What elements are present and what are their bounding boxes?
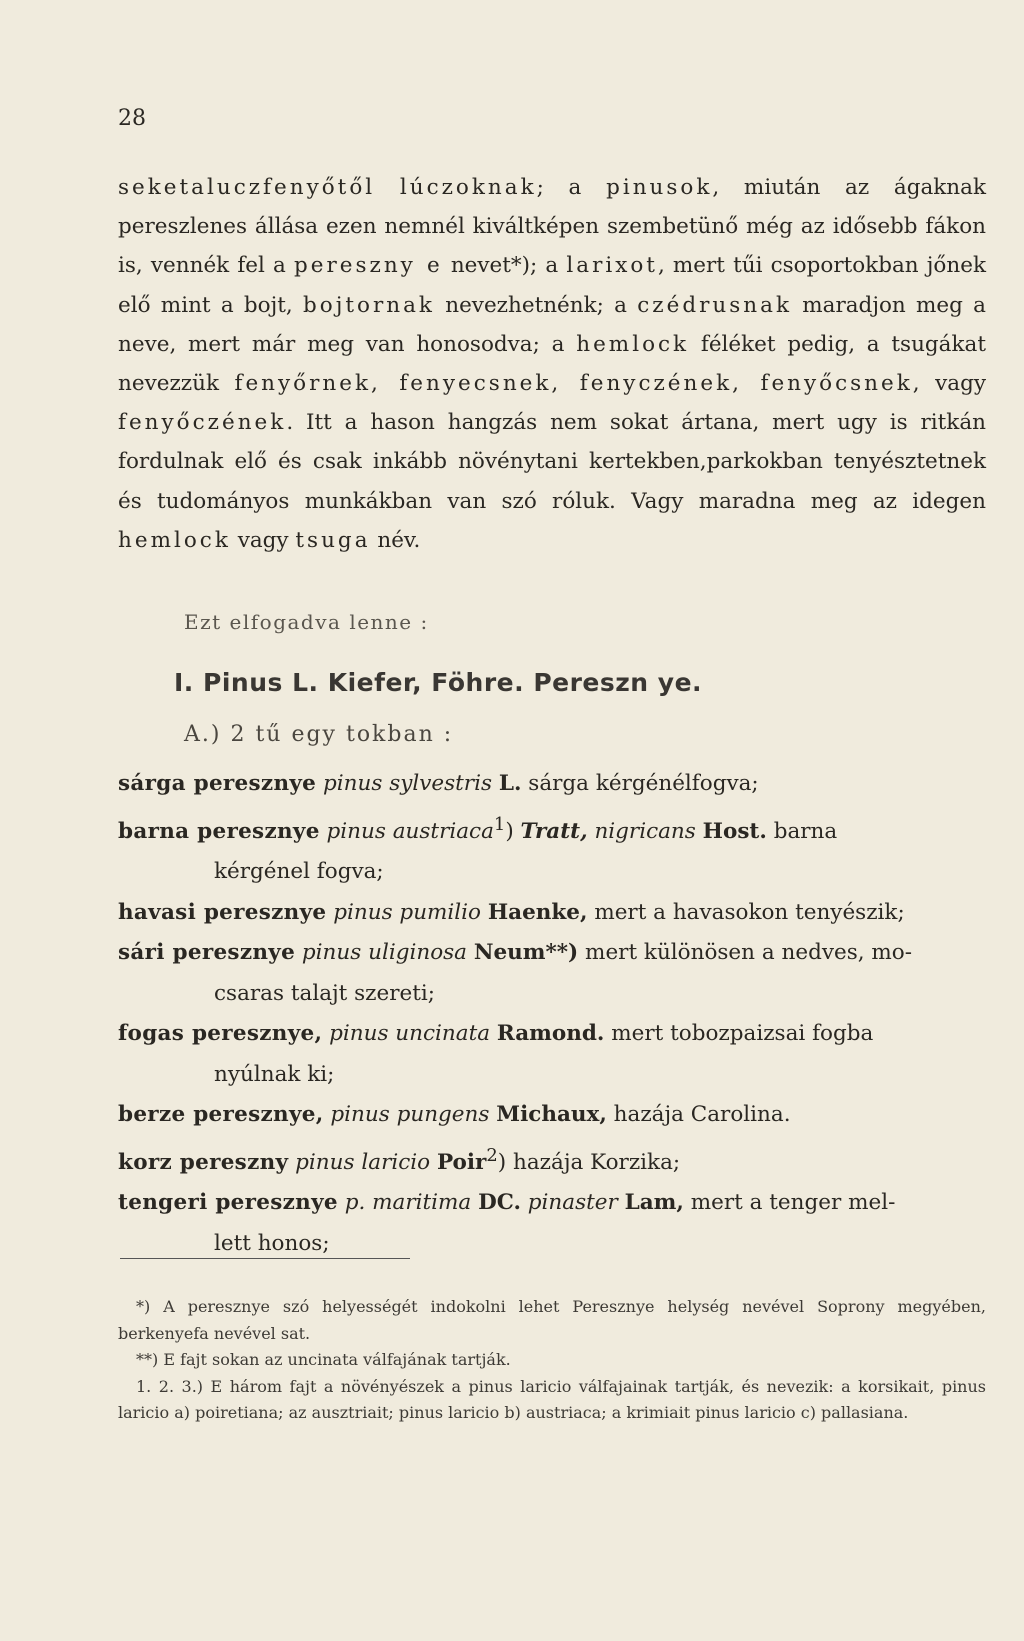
footnote: 1. 2. 3.) E három fajt a növényészek a pinus laricio válfajainak tartják, és nevezik: a korsikait, pinus laricio a) poiretiana; az ausztriait; pinus laricio b) austriaca; a krimiait pinus laricio c) pallasiana. bbox=[118, 1376, 986, 1422]
text: nevet*); a bbox=[442, 253, 567, 279]
species-hu-name: havasi peresznye bbox=[118, 899, 327, 925]
species-author: Poir bbox=[436, 1149, 487, 1175]
species-note: mert tobozpaizsai fogba bbox=[604, 1021, 874, 1047]
footnote: **) E fajt sokan az uncinata válfajának tartják. bbox=[136, 1350, 511, 1369]
text: , miután az ágaknak pereszlenes állása ezen nemnél kiváltképen szembetünő még az idősebb fákon is, vennék fel a bbox=[118, 175, 986, 279]
text: . Itt a hason hangzás nem sokat ártana, mert ugy is ritkán fordulnak elő és csak inkább növénytani kertekben,parkokban tenyésztetnek és tudományos munkákban van szó róluk. Vagy maradna meg az idegen bbox=[118, 410, 986, 514]
term-tsuga: tsuga bbox=[295, 527, 371, 553]
species-note-cont: lett honos; bbox=[214, 1230, 330, 1256]
species-author: Neum**) bbox=[473, 940, 579, 966]
species-note: barna bbox=[766, 818, 838, 844]
species-hu-name: sári peresznye bbox=[118, 940, 296, 966]
species-note: mert a havasokon tenyészik; bbox=[587, 899, 905, 925]
species-note: mert különösen a nedves, mo- bbox=[578, 940, 912, 966]
species-entry bbox=[118, 1136, 986, 1184]
term-bojtornak: bojtornak bbox=[303, 292, 435, 318]
species-entry bbox=[118, 933, 986, 1014]
species-author: DC. bbox=[478, 1190, 521, 1216]
term-hemlock: hemlock bbox=[576, 331, 690, 357]
species-sci-name: pinaster bbox=[527, 1190, 618, 1216]
text: maradjon meg a neve, mert már meg van honosodva; a bbox=[118, 292, 986, 357]
text: nevezhetnénk; a bbox=[434, 292, 638, 318]
species-entry bbox=[118, 1095, 986, 1136]
species-note: mert a tenger mel- bbox=[683, 1190, 896, 1216]
footnotes bbox=[118, 1294, 986, 1427]
species-author: Michaux, bbox=[496, 1102, 607, 1128]
intro-line: Ezt elfogadva lenne : bbox=[184, 610, 429, 634]
species-sci-name: pinus uncinata bbox=[329, 1021, 491, 1047]
species-hu-name: sárga peresznye bbox=[118, 771, 317, 796]
species-note-cont: csaras talajt szereti; bbox=[214, 980, 435, 1006]
text: vagy bbox=[230, 527, 296, 553]
species-note: hazája Carolina. bbox=[606, 1102, 791, 1128]
term-luczoknak: lúczoknak bbox=[399, 175, 537, 200]
species-sci-name: pinus pumilio bbox=[333, 899, 482, 925]
species-entry bbox=[118, 893, 986, 934]
species-sci-name: pinus uliginosa bbox=[301, 940, 467, 966]
species-sci-name: pinus pungens bbox=[330, 1102, 490, 1128]
footnote-ref: 2 bbox=[486, 1144, 498, 1166]
footnote: *) A peresznye szó helyességét indokolni lehet Peresznye helység nevével Soprony megyében, berkenyefa nevével sat. bbox=[118, 1297, 986, 1343]
species-entry bbox=[118, 1183, 986, 1264]
species-note-cont: nyúlnak ki; bbox=[214, 1061, 335, 1087]
species-list bbox=[118, 764, 986, 1264]
species-hu-name: fogas peresznye, bbox=[118, 1021, 323, 1047]
text: név. bbox=[370, 527, 421, 553]
species-sci-name: nigricans bbox=[594, 818, 696, 844]
species-hu-name: berze peresznye, bbox=[118, 1102, 324, 1128]
term-hemlock-2: hemlock bbox=[118, 527, 231, 553]
text: féléket pedig, a tsugákat nevezzük bbox=[118, 331, 986, 397]
term-peresznye: pereszny e bbox=[293, 253, 443, 279]
species-sci-name: pinus sylvestris bbox=[323, 771, 492, 796]
species-author: Host. bbox=[702, 818, 767, 844]
text: , mert tűi csoportokban jőnek elő mint a bojt, bbox=[118, 253, 986, 318]
species-note-cont: kérgénel fogva; bbox=[214, 859, 384, 885]
species-hu-name: barna peresznye bbox=[118, 818, 320, 844]
body-paragraph bbox=[118, 168, 986, 560]
page-number: 28 bbox=[118, 106, 146, 131]
species-author: Ramond. bbox=[496, 1021, 605, 1047]
species-author: Lam, bbox=[624, 1190, 684, 1216]
term-fenyoczenek: fenyőczének bbox=[118, 410, 287, 436]
species-entry: barna peresznye pinus austriaca$^1$) Tratt, nigricans Host. barna kérgénel fogva; bbox=[118, 813, 838, 885]
genus-heading: I. Pinus L. Kiefer, Föhre. Pereszn ye. bbox=[174, 668, 703, 697]
term-larixot: larixot bbox=[566, 253, 658, 279]
species-entry bbox=[118, 1014, 986, 1095]
species-entry bbox=[118, 764, 986, 805]
text: , vagy bbox=[912, 371, 987, 397]
species-hu-name: tengeri peresznye bbox=[118, 1190, 338, 1216]
term-fenyo-names: fenyőrnek, fenyecsnek, fenyczének, fenyőcsnek bbox=[234, 371, 913, 397]
species-author: L. bbox=[498, 771, 522, 796]
species-sci-name: pinus laricio bbox=[295, 1149, 431, 1175]
text: seketaluczfenyőtől bbox=[118, 175, 376, 200]
species-sci-name: pinus austriaca bbox=[326, 818, 494, 844]
species-hu-name: korz pereszny bbox=[118, 1149, 289, 1175]
species-note: sárga kérgénélfogva; bbox=[521, 771, 759, 796]
species-sci-name: p. maritima bbox=[344, 1190, 472, 1216]
term-pinusok: pinusok bbox=[606, 175, 713, 200]
term-czedrusnak: czédrusnak bbox=[637, 292, 792, 318]
footnote-ref: 1 bbox=[493, 813, 506, 835]
text: ; a bbox=[536, 175, 607, 200]
subgroup-heading: A.) 2 tű egy tokban : bbox=[184, 722, 454, 747]
footnote-divider bbox=[120, 1258, 410, 1259]
species-author: Tratt, bbox=[520, 818, 588, 844]
species-author: Haenke, bbox=[487, 899, 588, 925]
species-note: ) hazája Korzika; bbox=[497, 1149, 681, 1175]
